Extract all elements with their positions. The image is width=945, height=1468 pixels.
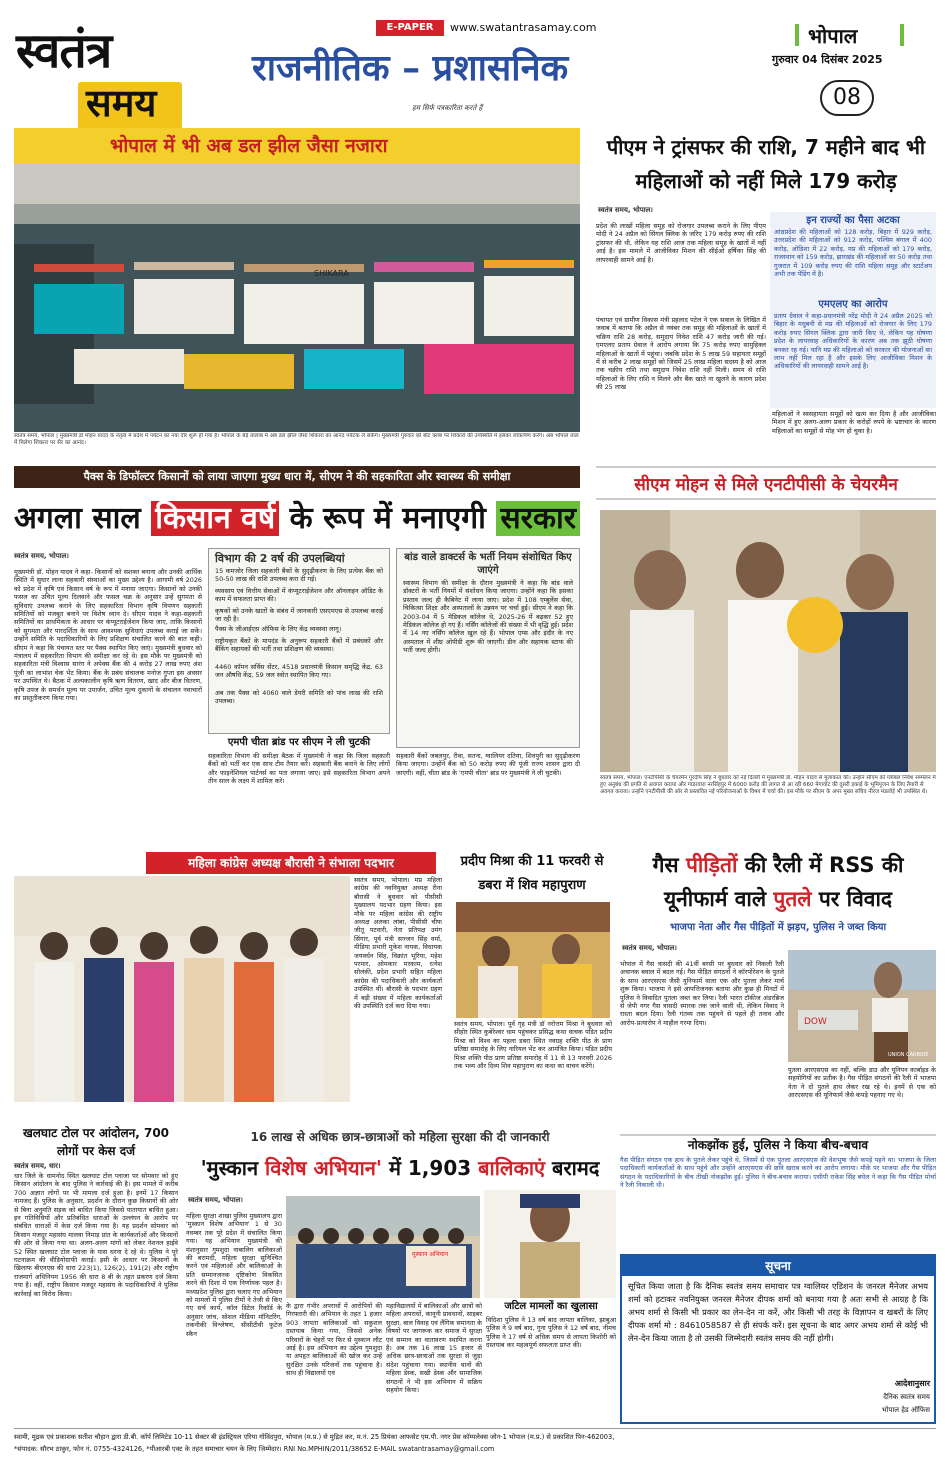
footer-line2: *संपादक: सौरभ ठाकुर, फोन नं. 0755-4324126, *पीआरबी एक्ट के तहत समाचार चयन के लिए जिम्मेदार। RNI No.MPHIN/2011/38652 E-MAIL swatantrasamay@gmail.com bbox=[14, 1445, 495, 1453]
pradeep-photo bbox=[456, 902, 610, 1018]
police-officer-photo bbox=[484, 1190, 616, 1298]
muskan-banner: मुस्कान अभियान bbox=[412, 1251, 449, 1258]
cheetah-heading: एमपी चीता ब्रांड पर सीएम ने ली चुटकी bbox=[227, 737, 371, 748]
city-marker-left bbox=[795, 24, 799, 46]
achievement-item: कृषकों को उनके खातों के संबंध में जानकारी एसएमएस से उपलब्ध कराई जा रही है। bbox=[215, 607, 383, 624]
ntpc-title: सीएम मोहन से मिले एनटीपीसी के चेयरमैन bbox=[596, 466, 936, 500]
kisan-title-c: के रूप में मनाएगी bbox=[289, 501, 486, 536]
ntpc-caption: स्वतंत्र समय, भोपाल। एनटीपीसी के चेयरमैन गुरदीप सिंह ने बुधवार को नई दिल्ली में मुख्यमंत्री डॉ. मोहन यादव से मुलाकात की। उन्होंने सीएम को ग्लोबल निवेश सम्मेलन में हुए अनुबंध की प्रगति से अवगत कराया और गाडरवारा नरसिंहपुर में 6000 करोड़ की लागत से आ रही 660 मेगावॉट की दूसरी इकाई के भूमिपूजन के लिए तैयारी से अवगत कराया। उन्होंने एनटीपीसी की ओर से प्रस्तावित नई परियोजनाओं के विषय में चर्चा की। इस मौके पर सीएम के अपर मुख्य सचिव नीरज मंडलोई भी उपस्थित थे। bbox=[600, 775, 936, 795]
notice-body: सूचित किया जाता है कि दैनिक स्वतंत्र समय समाचार पत्र ग्वालियर एडिशन के जनरल मैनेजर अभय शर्मा को हटाकर नवनियुक्त जनरल मैनेजर दीपक शर्मा को बनाया गया है अतः सभी से आग्रह है कि अभय शर्मा से किसी भी प्रकार का लेन-देन ना करें, और किसी भी तरह के विज्ञापन व खबरों के लिए दीपक शर्मा मो : 8461058587 से ही संपर्क करें। इस सूचना के बाद अगर अभय शर्मा से कोई भी लेन-देन किया जाता है तो उसकी जिम्मेदारी स्वतंत्र समय की नहीं होगी। bbox=[628, 1281, 928, 1343]
achievement-item: 4460 कॉमन सर्विस सेंटर, 4518 प्रधानमंत्री किसान समृद्धि केंद्र, 63 जन औषधि केंद्र, 59 जल स्त्रोत स्थापित किए गए। bbox=[215, 663, 383, 680]
achievements-title: विभाग की 2 वर्ष की उपलब्धियां bbox=[215, 552, 345, 565]
achievements-box bbox=[208, 548, 390, 734]
doctors-footer: सहकारी बैंकों जबलपुर, रीवा, सतना, ग्वालियर दतिया, शिवपुरी का सुदृढ़ीकरण किया जाएगा। उन्होंने बैंक को 50 करोड़ रुपए की पूंजी राज्य शासन द्वारा दी जाएगी। वहीं, चीता ब्रांड के 'एमपी चीता' ब्रांड पर मुख्यमंत्री ने ली चुटकी। bbox=[396, 752, 580, 777]
notice-sign2: दैनिक स्वतंत्र समय bbox=[883, 1393, 930, 1401]
boat-label: SHIKARA bbox=[314, 269, 349, 278]
muskan-side-title: जटिल मामलों का खुलासा bbox=[504, 1301, 598, 1312]
pm-body1: प्रदेश की लाखों महिला समूह को रोजगार उपलब्ध कराने के लिए पीएम मोदी ने 24 अप्रैल को सिंगल क्लिक के जरिए 179 करोड़ रुपए की राशि ट्रांसफर की थी, लेकिन यह राशि आज तक महिला समूह के खातों में नहीं आई है। इस मामले में आजीविका मिशन की सीईओ हर्षिका सिंह की लापरवाही सामने आई है। bbox=[596, 222, 766, 264]
site-url[interactable]: www.swatantrasamay.com bbox=[450, 21, 597, 34]
gas-sub: भाजपा नेता और गैस पीड़ितों में झड़प, पुलिस ने जब्त किया bbox=[669, 922, 887, 933]
footer-line1: स्वामी, मुद्रक एवं प्रकाशक सतीश चौहान द्वारा डी.बी. कॉर्प लिमिटेड 10-11 सेक्टर बी इंडस्ट्रियल एरिया गोविंदपुरा, भोपाल (म.प्र.) से मुद्रित कर, म.नं. 25 प्रियंका आफसेट एम.पी. नगर प्रेस कॉम्पलेक्स जोन-1 भोपाल (म.प्र.) से प्रकाशित पिन-462003, bbox=[14, 1433, 615, 1441]
logo-title: स्वतंत्र bbox=[16, 23, 112, 79]
gas-title-line1 bbox=[620, 848, 936, 882]
muskan-side-body: विदिशा पुलिस ने 13 वर्ष बाद लापता बालिका, झाबुआ पुलिस ने 9 वर्ष बाद, गुना पुलिस ने 12 वर्ष बाद, नीमच पुलिस ने 17 वर्ष से अधिक समय से लापता किशोरी को दस्तयाब कर महत्वपूर्ण सफलता प्राप्त की। bbox=[486, 1316, 616, 1350]
lake-title: भोपाल में भी अब डल झील जैसा नजारा bbox=[110, 135, 388, 157]
muskan-body3: महाविद्यालयों में बालिकाओं और छात्रों को महिला अपराधों, कानूनी प्रावधानों, साइबर सुरक्षा, बाल विवाह एवं लैंगिक समानता के विषयों पर जागरूक कर समाज में सुरक्षा एवं सम्मान का वातावरण स्थापित करना है। अब तक 16 लाख 15 हजार से अधिक छात्र-छात्राओं तक सुरक्षा से जुड़ा संदेश पहुंचाया गया। स्थानीय थानों की महिला डेस्क, सखी डेस्क और सामाजिक संगठनों ने भी इस अभियान में सक्रिय सहयोग किया। bbox=[386, 1302, 482, 1395]
congress-photo bbox=[14, 876, 350, 1102]
kisan-byline: स्वतंत्र समय, भोपाल। bbox=[14, 552, 69, 560]
achievement-item: अब तक पैक्स को 4060 वाले डेयरी समिति को पांच लाख की राशि उपलब्ध। bbox=[215, 689, 383, 706]
gas-title-1a: गैस bbox=[652, 853, 679, 877]
nok-title: नोकझोंक हुई, पुलिस ने किया बीच-बचाव bbox=[620, 1134, 936, 1152]
notice-sign3: भोपाल हेड ऑफिस bbox=[881, 1406, 930, 1414]
muskan-title-a: 'मुस्कान bbox=[200, 1156, 259, 1180]
kisan-title bbox=[14, 494, 580, 544]
muskan-photo bbox=[286, 1196, 480, 1298]
toll-body: धार जिले के धामनोद स्थित खलघाट टोल प्लाजा पर सोमवार को हुए किसान आंदोलन के बाद पुलिस ने कार्रवाई की है। इस मामले में करीब 700 अज्ञात लोगों पर भी मामला दर्ज हुआ है। इनमें 17 किसान नामजद हैं। पुलिस के अनुसार, प्रदर्शन के दौरान कुछ किसानों की ओर से बिना अनुमति सड़क को बाधित किया जिससे यातायात बाधित हुआ। इन गतिविधियों और प्रतिबंधित धाराओं के उल्लंघन के आरोप पर संबंधित धाराओं में केस दर्ज किया गया है। यह प्रदर्शन सोमवार को किसान मजदूर महासंघ मालवा निमाड़ प्रांत के कार्यकर्ताओं और किसानों की ओर से किया गया था। अलग-अलग मांगों को लेकर नेशनल हाईवे 52 स्थित खलघाट टोल प्लाजा के पास धरना दे रहे थे। पुलिस ने पूरे घटनाक्रम की वीडियोग्राफी कराई। इसी के आधार पर किसानों के खिलाफ बीएनएस की धारा 223(1), 126(2), 191(2) और राष्ट्रीय राजमार्ग अधिनियम 1956 की धारा 8 बी के तहत प्रकरण दर्ज किया गया है। वहीं, राष्ट्रीय किसान मजदूर महासंघ के पदाधिकारियों ने पुलिस कार्रवाई का विरोध किया। bbox=[14, 1172, 178, 1298]
notice-title: सूचना bbox=[622, 1256, 934, 1276]
logo-subtitle: समय bbox=[86, 80, 157, 125]
logo bbox=[16, 22, 184, 132]
kisan-title-d: सरकार bbox=[496, 501, 580, 536]
pm-side-body3: महिलाओं ने स्वसहायता समूहों को खत्म कर दिया है और आजीविका मिशन में हुए अलग-अलग प्रकार के करोड़ों रुपये के भ्रष्टाचार के कारण महिलाओं का समूहों से मोह भंग हो चुका है। bbox=[772, 410, 936, 435]
gas-byline: स्वतंत्र समय, भोपाल। bbox=[622, 944, 677, 952]
gas-body: भोपाल में गैस त्रासदी की 41वीं बरसी पर बुधवार को निकली रैली अचानक बवाल में बदल गई। गैस पीड़ित संगठनों ने कॉरपोरेशन के पुतले के साथ आरएसएस जैसी यूनिफार्म वाला एक और पुतला लेकर मार्च शुरू किया। भाजपा ने इसे आपत्तिजनक बताया और कुछ ही मिनटों में पुलिस ने विवादित पुतला जब्त कर लिया। रैली भारत टॉकीज अंडरब्रिज से जेपी नगर गैस त्रासदी स्मारक तक जाने वाली थी, लेकिन विवाद ने रास्ता बदल दिया। रैली गंतव्य तक पहुंचने से पहले ही तनाव और आरोप-प्रत्यारोप ने माहौल गरमा दिया। bbox=[620, 960, 784, 1027]
cheetah-body: सहकारिता विभाग की समीक्षा बैठक में मुख्यमंत्री ने कहा कि जिला सहकारी बैंकों को भर्ती कर एक साथ टीम तैयार करें। सहकारी बैंक बनाने के लिए लोगों और फाइनेंशियल पार्टनर्स का पता लगाया जाए। इसे सहकारिता विभाग अपने तीन साल के लक्ष्य में शामिल करे। bbox=[208, 752, 390, 786]
achievement-item: व्यवसाय एवं वित्तीय सेवाओं में कंप्यूटराईजेशन और ऑनलाइन ऑडिट के काम में सफलता प्राप्त की। bbox=[215, 587, 383, 604]
lake-caption: स्वतंत्र समय, भोपाल | मुख्यमंत्री डॉ मोहन यादव के नेतृत्व में प्रदेश में पर्यटन का नया दौर शुरू हो गया है। भोपाल के बड़े तालाब में अब डल झील जैसा शिकारा का आनंद पर्यटक ले सकेंगे। मुख्यमंत्री गुरुवार को बोट क्लब पर शिकारों की उपस्थिति में इसका लोकार्पण करेंगे। अब भोपाल ताल में मिलेगा शिकारा पर सैर का आनंद। bbox=[14, 433, 579, 446]
doctors-title: बांड वाले डाक्टर्स के भर्ती नियम संशोधित किए जाएंगे bbox=[404, 552, 572, 576]
kisan-body: मुख्यमंत्री डॉ. मोहन यादव ने कहा- किसानों को सशक्त बनाना और उनकी आर्थिक स्थिति में सुधार लाना सहकारी संस्थाओं का मुख्य उद्देश्य है। आगामी वर्ष 2026 को प्रदेश में कृषि एवं किसान वर्ष के रूप में मनाया जाएगा। किसानों को उनकी फसल का उचित मूल्य दिलवाने और फसल चक्र के अनुसार उन्हें सुगमता से सुविधाएं उपलब्ध कराने के लिए सहकारिता विभाग कृषि विपणन सहकारी समितियों को मजबूत बनाने पर विशेष ध्यान दे। सीएम यादव ने कहा-सहकारी समितियों का प्राथमिकता के आधार पर कंप्यूटराईजेशन किया जाए, ताकि किसानों को सुगमता और पारदर्शिता के साथ आवश्यक सुविधाएं उपलब्ध कराई जा सकें। उन्होंने समिति के पदाधिकारियों के लिए प्रशिक्षण संचालित करने की बात कही। सीएम ने कहा कि पंचायत स्तर पर पैक्स स्थापित किए जाएं। मुख्यमंत्री बुधवार को मंत्रालय में सहकारिता विभाग की समीक्षा कर रहे थे। इस मौके पर मुख्यमंत्री को सहकारिता मंत्री विश्वास सारंग ने अपेक्स बैंक की 4 करोड़ 27 लाख रुपए अंश पूंजी का लाभांश चेक भेंट किया। बैंक के प्रबंध संचालक मनोज गुप्ता इस अवसर पर उपस्थित थे। बैठक में अल्पकालीन कृषि ऋण वितरण, खाद और बीज वितरण, कृषि उपज के समर्थन मूल्य पर उपार्जन, उचित मूल्य दुकानों के संचालन नवाचारों का प्रस्तुतीकरण किया गया। bbox=[14, 568, 202, 703]
gas-photo bbox=[788, 950, 936, 1062]
pm-side-head1: इन राज्यों का पैसा अटका bbox=[806, 215, 900, 226]
pm-body2: पंचायत एवं ग्रामीण विकास मंत्री प्रहलाद पटेल ने एक सवाल के लिखित में जवाब में बताया कि अप्रैल से नवंबर तक समूह की महिलाओं के खातों में चक्रिय राशि 28 करोड़, समुदाय निवेश राशि 47 करोड़ जारी की गई। एमएलए प्रताप ग्रेवाल ने आरोप लगाया कि 75 करोड़ रुपए सामुहिक्ल महिलाओं के खातों में पहुंचा। जबकि प्रदेश के 5 लाख 59 सहायता समूहों में से करीब 2 लाख समूहों को जिसमें 25 लाख महिला सदस्य है को आज तक चक्रीय राशि तथा समुदाय निवेश राशि नहीं मिली। समय से राशि महिलाओं के लिए राशि न मिलने और बैंक खाते ना खुलने के कारण प्रदेश की 25 लाख bbox=[596, 316, 766, 392]
nok-body: गैस पीड़ित संगठन एक हाथ के पुतले लेकर पहुंचे थे, जिसमें से एक पुतला आरएसएस की वेशभूषा जैसे कपड़े पहने था। भाजपा के जिला पदाधिकारी कार्यकर्ताओं के साथ पहुंचे और उन्होंने आरएसएस की छवि खराब करने का आरोप लगाया। मौके पर भाजपा और गैस पीड़ित संगठन के पदाधिकारियों के बीच तीखी नोकझोंक हुई। पुलिस ने बीच-बचाव कराया। एसीपी राकेश सिंह बघेल ने कहा कि गैस पीड़ित मोर्चा ने रैली निकाली थी। bbox=[620, 1156, 936, 1190]
doctors-box bbox=[396, 548, 580, 748]
toll-byline: स्वतंत्र समय, धार। bbox=[14, 1162, 61, 1170]
pm-side-body2: प्रताप ग्रेवाल ने कहा-प्रधानमंत्री नरेंद्र मोदी ने 24 अप्रैल 2025 को बिहार के मधुबनी से मप्र की महिलाओं को रोजगार के लिए 179 करोड़ रुपए सिंगल क्लिक द्वारा जारी किए थे, लेकिन यह घोषणा प्रदेश के लापरवाह अधिकारियों के कारण अब तक झूठी घोषणा बनकर रह गई। यानि मप्र की महिलाओं को सरकार की योजनाओं का लाभ नहीं मिल रहा है और इसके लिए आजीविका मिशन के अधिकारियों की लापरवाही सामने आई है। bbox=[774, 312, 932, 371]
lake-photo bbox=[14, 164, 580, 432]
city-marker-right bbox=[900, 24, 904, 46]
pm-side-head2: एमएलए का आरोप bbox=[818, 299, 888, 310]
congress-body: स्वतंत्र समय, भोपाल। मप्र महिला कांग्रेस की नवनियुक्त अध्यक्ष रीना बौरासी ने बुधवार को पीसीसी मुख्यालय पदभार ग्रहण किया। इस मौके पर महिला कांग्रेस की राष्ट्रीय अध्यक्ष अलका लांबा, पीसीसी चीफ जीतू पटवारी, नेता प्रतिपक्ष उमंग सिंगार, पूर्व मंत्री सज्जन सिंह वर्मा, मीडिया प्रभारी मुकेश नायक, विधायक जयवर्धन सिंह, विक्रांत भूरिया, महेश परमार, ओमकार मरकाम, रत्नेश सोलंकी, प्रदेश प्रभारी सहित महिला कांग्रेस की पदाधिकारी और कार्यकर्ता उपस्थित थीं। बौरासी के पदभार ग्रहण में बड़ी संख्या में महिला कार्यकर्ताओं की उपस्थिति दर्ज करा दिया गया। bbox=[354, 876, 442, 1011]
pm-side-body1: आंध्रप्रदेश की महिलाओं को 128 करोड़, बिहार में 929 करोड़, उत्तरप्रदेश की महिलाओं को 912 करोड़, पश्चिम बंगाल में 400 करोड़, ओडिशा में 22 करोड़, मप्र की महिलाओं को 179 करोड़, राजस्थान को 159 करोड़, झारखंड की महिलाओं का 50 करोड़ तथा गुजरात में 109 करोड़ रुपए की राशि महिला समूह और स्टार्टअप अभी तक पेंडिंग में है। bbox=[774, 228, 932, 279]
footer-rule bbox=[14, 1428, 936, 1429]
muskan-title bbox=[186, 1150, 614, 1186]
section-title: राजनीतिक – प्रशासनिक bbox=[252, 47, 569, 89]
muskan-title-e: बरामद bbox=[552, 1156, 600, 1180]
issue-date: गुरुवार 04 दिसंबर 2025 bbox=[772, 53, 883, 66]
muskan-band: 16 लाख से अधिक छात्र-छात्राओं को महिला सुरक्षा की दी जानकारी bbox=[250, 1130, 550, 1144]
muskan-title-d: बालिकाएं bbox=[478, 1156, 546, 1180]
page-number: 08 bbox=[820, 80, 874, 116]
pm-byline: स्वतंत्र समय, भोपाल। bbox=[598, 206, 653, 214]
pradeep-body: स्वतंत्र समय, भोपाल। पूर्व गृह मंत्री डॉ नरोत्तम मिश्रा ने बुधवार को सीहोर स्थित कुबेरेश्वर धाम पहुंचकर प्रसिद्ध कथा वाचक पंडित प्रदीप मिश्रा को विश्व का पहला डबरा स्थित नवग्रह शक्ति पीठ के प्राण प्रतिष्ठा समारोह के लिए नारियल भेंट कर आमंत्रित किया। पंडित प्रदीप मिश्रा शक्ति पीठ प्राण प्रतिष्ठा समारोह में 11 से 13 फरवरी 2026 तक भव्य और दिव्य शिव महापुराण का कथा का वाचन करेंगे। bbox=[454, 1020, 612, 1071]
union-carbide-placard: UNION CARBIDE bbox=[888, 1052, 929, 1058]
gas-title-2a: यूनीफार्म वाले bbox=[663, 887, 767, 911]
achievement-item: राष्ट्रीयकृत बैंकों के मापदंड के अनुरूप सहकारी बैंकों में प्रबंधकों और बैंकिंग सहायकों की भर्ती तथा प्रशिक्षण की व्यवस्था। bbox=[215, 637, 383, 654]
muskan-byline: स्वतंत्र समय, भोपाल। bbox=[188, 1196, 243, 1204]
gas-title-2c: पर विवाद bbox=[818, 887, 893, 911]
doctors-body: स्वास्थ्य विभाग की समीक्षा के दौरान मुख्यमंत्री ने कहा कि बांड वाले डॉक्टरों के भर्ती नियमों में संशोधन किया जाएगा। उन्होंने कहा कि इसका प्रस्ताव जल्द ही कैबिनेट में लाया जाए। प्रदेश में 108 एम्बुलेंस सेवा, चिकित्सा शिक्षा और अस्पतालों के उन्नयन पर चर्चा हुई। सीएम ने कहा कि 2003-04 में 5 मेडिकल कॉलेज थे, 2025-26 में बढ़कर 52 हुए मेडिकल कॉलेज हो गए हैं। नर्सिंग कॉलेजों की संख्या में भी वृद्धि हुई। प्रदेश में 14 नए नर्सिंग कॉलेज खुल रहे हैं। भोपाल एम्स और इंदौर के नए अस्पताल में शीघ्र ओपीडी शुरू की जाएगी। डीन और सहायक स्टाफ की भर्ती जल्द होगी। bbox=[403, 579, 573, 655]
achievement-item: 15 कमजोर जिला सहकारी बैंकों के सुदृढ़ीकरण के लिए प्रत्येक बैंक को 50-50 लाख की राशि उपलब्ध करा दी गई। bbox=[215, 567, 383, 584]
kisan-title-a: अगला साल bbox=[14, 501, 141, 536]
pm-title: पीएम ने ट्रांसफर की राशि, 7 महीने बाद भी महिलाओं को नहीं मिले 179 करोड़ bbox=[606, 135, 926, 193]
congress-title: महिला कांग्रेस अध्यक्ष बौरासी ने संभाला पदभार bbox=[146, 852, 436, 874]
notice-sign1: आदेशानुसार bbox=[894, 1379, 930, 1388]
achievements-list bbox=[209, 565, 389, 711]
muskan-body2: के द्वारा गंभीर अपराधों में आरोपियों की गिरफ्तारी की। अभियान के तहत 1 हजार 903 लापता बालिकाओं को सकुशल दस्तयाब किया गया, जिससे अनेक परिवारों के चेहरों पर फिर से मुस्कान लौट आई है। इस अभियान का उद्देश्य गुमशुदा या अपहृत बालिकाओं की खोज कर उन्हें सुरक्षित उनके परिजनों तक पहुंचाना है। साथ ही विद्यालयों एवं bbox=[286, 1302, 382, 1378]
gas-title-1c: की रैली में RSS की bbox=[744, 853, 904, 877]
gas-title-1b: पीड़ितों bbox=[685, 853, 738, 877]
muskan-title-c: में 1,903 bbox=[388, 1156, 472, 1180]
city-name: भोपाल bbox=[808, 24, 858, 48]
gas-title-2b: पुतले bbox=[773, 887, 812, 911]
muskan-title-b: विशेष अभियान' bbox=[265, 1156, 382, 1180]
pradeep-title: प्रदीप मिश्रा की 11 फरवरी से डबरा में शिव महापुराण bbox=[460, 854, 604, 893]
gas-title-line2 bbox=[620, 882, 936, 916]
kisan-band: पैक्स के डिफॉल्टर किसानों को लाया जाएगा मुख्य धारा में, सीएम ने की सहकारिता और स्वास्थ्य की समीक्षा bbox=[14, 466, 580, 488]
gas-body2: पुतला आरएसएस का नहीं, बल्कि डाउ और यूनियन कार्बाइड के सहयोगियों का प्रतीक है। गैस पीड़ित संगठनों की रैली में भाजपा नेता ने दो पुतले हाथ लेकर रख रहे थे। इनमें से एक को आरएसएस की यूनिफार्म जैसे कपड़े पहनाए गए थे। bbox=[788, 1066, 936, 1100]
ntpc-photo bbox=[600, 510, 936, 772]
achievement-item: पैक्स के जीआईएस ऑफिस के लिए केंद्र व्यवस्था लागू। bbox=[215, 625, 342, 633]
tagline: हम सिर्फ पत्रकारिता करते हैं bbox=[412, 104, 483, 112]
kisan-title-b: किसान वर्ष bbox=[151, 501, 279, 536]
toll-title: खलघाट टोल पर आंदोलन, 700 लोगों पर केस दर्ज bbox=[22, 1126, 170, 1158]
epaper-badge: E-PAPER bbox=[376, 20, 444, 36]
dow-placard: DOW bbox=[804, 1017, 827, 1027]
muskan-body1: महिला सुरक्षा शाखा पुलिस मुख्यालय द्वारा 'मुस्कान विशेष अभियान' 1 से 30 नवम्बर तक पूरे प्रदेश में संचालित किया गया। यह अभियान मुख्यमंत्री की मंशानुसार गुमशुदा नाबालिग बालिकाओं की बरामदी, महिला सुरक्षा सुनिश्चित करने एवं महिलाओं और बालिकाओं के प्रति सम्मानजनक दृष्टिकोण विकसित करने की दिशा में एक निर्णायक पहल है। मध्यप्रदेश पुलिस द्वारा चलाए गए अभियान को मामलों में पुलिस टीमों ने तेजी से किए गए सर्च कार्य, कॉल डिटेल रिकॉर्ड के अनुसार जांच, सोशल मीडिया मॉनिटरिंग, तकनीकी विश्लेषण, सीसीटीवी फुटेज स्कैन bbox=[186, 1212, 282, 1338]
